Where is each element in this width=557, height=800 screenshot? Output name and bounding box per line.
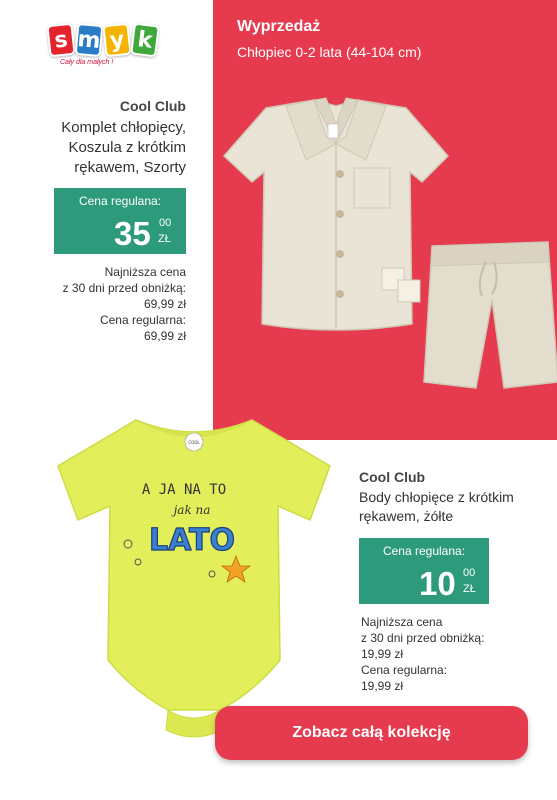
- price-label: Cena regulana:: [78, 194, 162, 208]
- product-image-yellow-body[interactable]: [44, 410, 344, 750]
- price-label: Cena regulana:: [382, 544, 466, 558]
- brand-tag-text: COOL: [188, 440, 200, 445]
- info-line: z 30 dni przed obniżką:: [62, 281, 186, 295]
- info-line: Cena regularna:: [361, 663, 448, 677]
- product2-price-badge: [359, 538, 489, 604]
- print-line-2: jak na: [173, 503, 211, 517]
- product2-name[interactable]: Body chłopięce z krótkim rękawem, żółte: [359, 489, 514, 524]
- logo-letters: [48, 24, 172, 56]
- product2-price-info: [361, 614, 484, 694]
- info-line: Najniższa cena: [104, 265, 186, 279]
- product-image-shirt-shorts-set[interactable]: [186, 96, 557, 396]
- logo-tagline: Cały dla małych !: [60, 59, 114, 66]
- price-whole: 35: [114, 215, 151, 252]
- product1-brand: Cool Club: [119, 98, 186, 114]
- sale-subtitle: Chłopiec 0-2 lata (44-104 cm): [237, 44, 422, 60]
- product2-brand: Cool Club: [359, 469, 426, 485]
- logo-letter: m: [75, 23, 104, 57]
- product1-price-info: [63, 264, 186, 344]
- logo-letter: y: [102, 23, 131, 58]
- price-currency: ZŁ: [463, 583, 476, 595]
- print-line-1: A JA NA TO: [141, 482, 227, 498]
- price-currency: ZŁ: [158, 233, 171, 245]
- price-cents: 00: [463, 567, 476, 579]
- info-line: z 30 dni przed obniżką:: [361, 631, 485, 645]
- info-line: 69,99 zł: [143, 297, 186, 311]
- info-line: 19,99 zł: [361, 647, 404, 661]
- info-line: Cena regularna:: [99, 313, 186, 327]
- price-whole: 10: [419, 565, 456, 602]
- shorts-illustration: [398, 242, 557, 388]
- logo-letter: s: [46, 23, 75, 58]
- print-line-3: LATO: [149, 523, 235, 558]
- price-cents: 00: [159, 217, 172, 229]
- sale-title: Wyprzedaż: [237, 18, 321, 35]
- info-line: 69,99 zł: [143, 329, 186, 343]
- logo-letter: k: [130, 23, 160, 58]
- product1-name[interactable]: Komplet chłopięcy, Koszula z krótkim rękawem, Szorty: [61, 119, 186, 176]
- see-collection-button[interactable]: Zobacz całą kolekcję: [215, 706, 528, 760]
- info-line: 19,99 zł: [361, 679, 404, 693]
- info-line: Najniższa cena: [361, 615, 443, 629]
- smyk-logo[interactable]: [48, 24, 172, 76]
- product1-price-badge: [54, 188, 186, 254]
